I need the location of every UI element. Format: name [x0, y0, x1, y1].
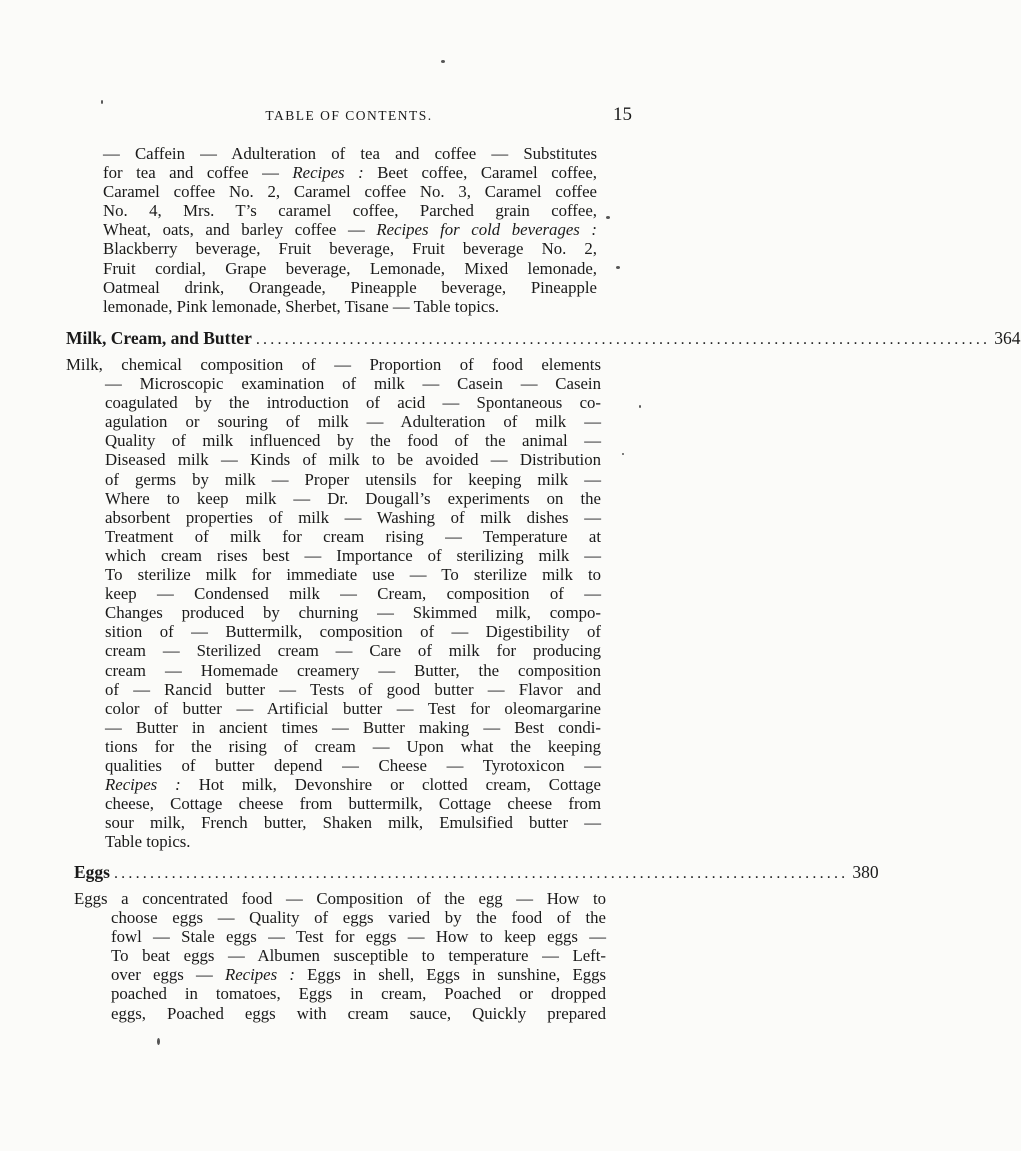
text-line: qualities of butter depend — Cheese — Tyrotoxicon —: [105, 755, 601, 775]
text-line: agulation or souring of milk — Adulteration of milk —: [105, 412, 601, 432]
text-line: coagulated by the introduction of acid — Spontaneous co-: [105, 393, 601, 413]
toc-entry-milk[interactable]: [66, 328, 1021, 350]
dot-leader: ......................................................................................................: [255, 331, 991, 348]
text-line: keep — Condensed milk — Cream, composition of —: [105, 584, 601, 604]
print-speck: [441, 60, 445, 63]
text-line: of — Rancid butter — Tests of good butter — Flavor and: [105, 679, 601, 699]
text-line: cream — Homemade creamery — Butter, the composition: [105, 660, 601, 680]
text-line: — Microscopic examination of milk — Casein — Casein: [105, 374, 601, 394]
text-line: Fruit cordial, Grape beverage, Lemonade, Mixed lemonade,: [103, 258, 597, 278]
print-speck: [639, 405, 641, 408]
text-line: Treatment of milk for cream rising — Temperature at: [105, 526, 601, 546]
print-speck: [606, 216, 610, 219]
text-line: Wheat, oats, and barley coffee — Recipes for cold beverages :: [103, 220, 597, 240]
text-line: color of butter — Artificial butter — Test for oleomargarine: [105, 698, 601, 718]
text-line: lemonade, Pink lemonade, Sherbet, Tisane — Table topics.: [103, 296, 500, 316]
toc-entry-title: Milk, Cream, and Butter: [66, 328, 252, 348]
eggs-section-paragraph: [74, 889, 606, 1023]
print-speck: [616, 266, 620, 269]
text-line: Recipes : Hot milk, Devonshire or clotted cream, Cottage: [105, 775, 601, 795]
continuation-paragraph: [103, 144, 597, 316]
toc-entry-eggs[interactable]: [74, 862, 879, 884]
text-line: for tea and coffee — Recipes : Beet coffee, Caramel coffee,: [103, 163, 597, 183]
text-line: Quality of milk influenced by the food of the animal —: [105, 431, 601, 451]
print-speck: [101, 100, 103, 104]
text-line: poached in tomatoes, Eggs in cream, Poached or dropped: [111, 984, 606, 1004]
text-line: choose eggs — Quality of eggs varied by the food of the: [111, 908, 606, 928]
text-line: cheese, Cottage cheese from buttermilk, Cottage cheese from: [105, 794, 601, 814]
print-speck: [157, 1038, 160, 1045]
text-line: eggs, Poached eggs with cream sauce, Quickly prepared: [111, 1003, 606, 1023]
text-line: No. 4, Mrs. T’s caramel coffee, Parched grain coffee,: [103, 201, 597, 221]
text-line: which cream rises best — Importance of sterilizing milk —: [105, 545, 601, 565]
page-number: 15: [613, 104, 632, 125]
text-line: To sterilize milk for immediate use — To sterilize milk to: [105, 565, 601, 585]
text-line: sour milk, French butter, Shaken milk, Emulsified butter —: [105, 813, 601, 833]
indented-block: [105, 374, 601, 851]
text-line: tions for the rising of cream — Upon what the keeping: [105, 736, 601, 756]
text-line: sition of — Buttermilk, composition of — Digestibility of: [105, 622, 601, 642]
text-line: Eggs a concentrated food — Composition of the egg — How to: [74, 889, 606, 908]
text-line: — Caffein — Adulteration of tea and coffee — Substitutes: [103, 144, 597, 163]
text-line: Table topics.: [105, 832, 191, 852]
text-line: Milk, chemical composition of — Proportion of food elements: [66, 355, 601, 374]
text-line: absorbent properties of milk — Washing of milk dishes —: [105, 507, 601, 527]
text-line: Oatmeal drink, Orangeade, Pineapple beverage, Pineapple: [103, 277, 597, 297]
running-head: TABLE OF CONTENTS.: [265, 108, 433, 123]
print-speck: [622, 453, 624, 455]
text-line: cream — Sterilized cream — Care of milk for producing: [105, 641, 601, 661]
text-line: — Butter in ancient times — Butter making — Best condi-: [105, 717, 601, 737]
text-line: fowl — Stale eggs — Test for eggs — How to keep eggs —: [111, 927, 606, 947]
dot-leader: ......................................................................................................: [113, 865, 849, 882]
text-line: Caramel coffee No. 2, Caramel coffee No. 3, Caramel coffee: [103, 182, 597, 202]
indented-block: [111, 908, 606, 1023]
text-line: of germs by milk — Proper utensils for keeping milk —: [105, 469, 601, 489]
toc-entry-title: Eggs: [74, 862, 110, 882]
text-line: Diseased milk — Kinds of milk to be avoided — Distribution: [105, 450, 601, 470]
toc-entry-page: 380: [852, 862, 879, 882]
toc-entry-page: 364: [994, 328, 1021, 348]
text-line: Blackberry beverage, Fruit beverage, Fruit beverage No. 2,: [103, 239, 597, 259]
text-line: Where to keep milk — Dr. Dougall’s experiments on the: [105, 488, 601, 508]
milk-section-paragraph: [66, 355, 601, 851]
text-line: over eggs — Recipes : Eggs in shell, Eggs in sunshine, Eggs: [111, 965, 607, 985]
text-line: Changes produced by churning — Skimmed milk, compo-: [105, 603, 601, 623]
text-line: To beat eggs — Albumen susceptible to temperature — Left-: [111, 946, 606, 966]
page-header: [66, 104, 632, 128]
